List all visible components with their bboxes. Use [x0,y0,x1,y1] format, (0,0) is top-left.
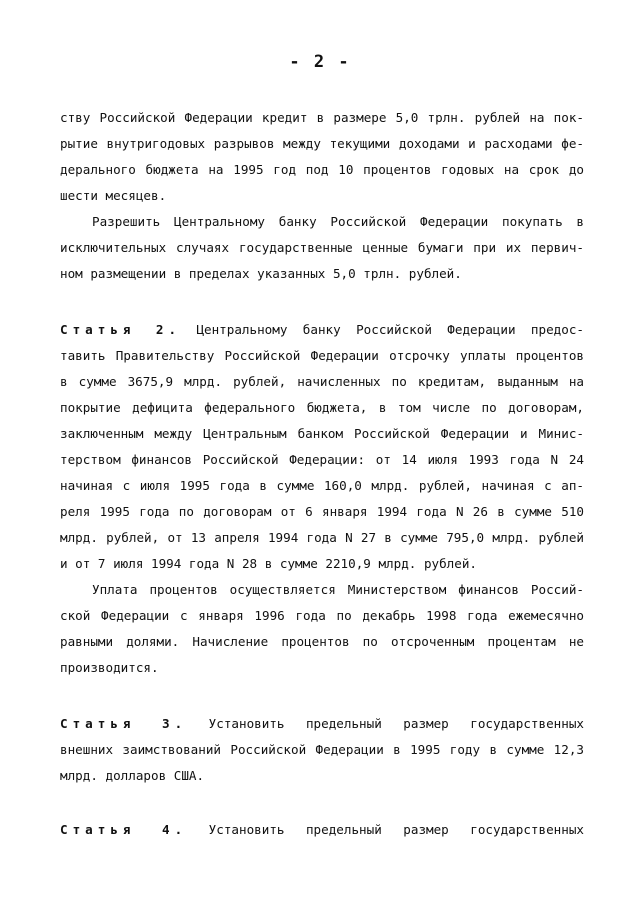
article-3-first-line [60,716,584,732]
text-line: Установить предельный размер государственных [208,822,584,837]
text-line: начиная с июля 1995 года в сумме 160,0 млрд. рублей, начиная с ап- [60,478,584,493]
text-line: ской Федерации с января 1996 года по декабрь 1998 года ежемесячно [60,608,584,623]
article-2-first-line [60,322,584,338]
text-line: Разрешить Центральному банку Российской Федерации покупать в [92,214,584,229]
text-line: ству Российской Федерации кредит в размере 5,0 трлн. рублей на пок- [60,110,584,125]
text-line: рытие внутригодовых разрывов между текущими доходами и расходами фе- [60,136,584,151]
article-heading: Статья 2. [60,322,182,337]
page-number: - 2 - [289,52,351,72]
article-4-first-line [60,822,584,838]
text-line: производится. [60,660,159,675]
text-line: равными долями. Начисление процентов по отсроченным процентам не [60,634,584,649]
text-line: тавить Правительству Российской Федерации отсрочку уплаты процентов [60,348,584,363]
text-line: реля 1995 года по договорам от 6 января 1994 года N 26 в сумме 510 [60,504,584,519]
text-line: покрытие дефицита федерального бюджета, в том числе по договорам, [60,400,584,415]
text-line: дерального бюджета на 1995 год под 10 процентов годовых на срок до [60,162,584,177]
text-line: Центральному банку Российской Федерации предос- [196,322,584,337]
text-line: млрд. рублей, от 13 апреля 1994 года N 27 в сумме 795,0 млрд. рублей [60,530,584,545]
text-line: внешних заимствований Российской Федерации в 1995 году в сумме 12,3 [60,742,584,757]
text-line: ном размещении в пределах указанных 5,0 трлн. рублей. [60,266,462,281]
text-line: млрд. долларов США. [60,768,205,783]
text-line: в сумме 3675,9 млрд. рублей, начисленных по кредитам, выданным на [60,374,584,389]
article-heading: Статья 4. [60,822,188,837]
text-line: заключенным между Центральным банком Российской Федерации и Минис- [60,426,584,441]
text-line: исключительных случаях государственные ценные бумаги при их первич- [60,240,584,255]
text-line: Уплата процентов осуществляется Министерством финансов Россий- [92,582,584,597]
text-line: Установить предельный размер государственных [208,716,584,731]
text-line: шести месяцев. [60,188,167,203]
text-line: и от 7 июля 1994 года N 28 в сумме 2210,9 млрд. рублей. [60,556,478,571]
article-heading: Статья 3. [60,716,188,731]
text-line: терством финансов Российской Федерации: от 14 июля 1993 года N 24 [60,452,584,467]
